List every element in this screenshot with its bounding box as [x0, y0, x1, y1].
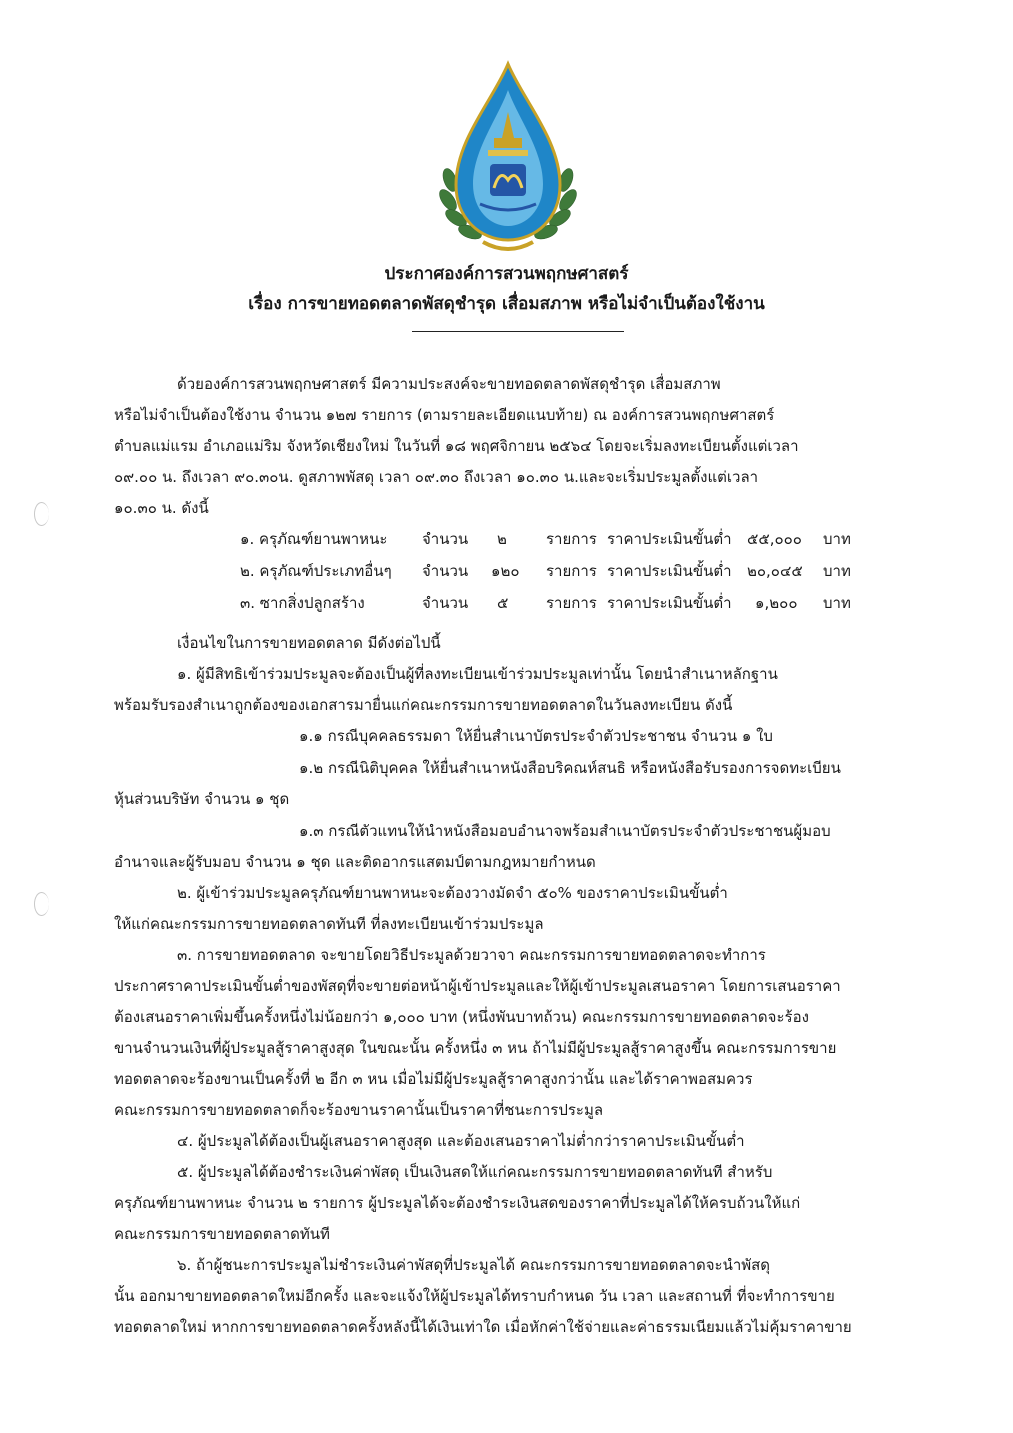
condition-line: พร้อมรับรองสำเนาถูกต้องของเอกสารมายื่นแก่คณะกรรมการขายทอดตลาดในวันลงทะเบียน ดังนี้ [114, 696, 733, 714]
condition-line: ให้แก่คณะกรรมการขายทอดตลาดทันที ที่ลงทะเบียนเข้าร่วมประมูล [114, 915, 544, 933]
item-price-label: ราคาประเมินขั้นต่ำ [607, 530, 732, 548]
condition-line: อำนาจและผู้รับมอบ จำนวน ๑ ชุด และติดอากรแสตมป์ตามกฎหมายกำหนด [114, 853, 596, 871]
condition-line: ๑.๒ กรณีนิติบุคคล ให้ยื่นสำเนาหนังสือบริคณห์สนธิ หรือหนังสือรับรองการจดทะเบียน [299, 759, 841, 777]
condition-line: ต้องเสนอราคาเพิ่มขึ้นครั้งหนึ่งไม่น้อยกว่า ๑,๐๐๐ บาท (หนึ่งพันบาทถ้วน) คณะกรรมการขายทอดตลาดจะร้อง [114, 1008, 809, 1026]
condition-line: คณะกรรมการขายทอดตลาดทันที [114, 1225, 330, 1243]
conditions-heading: เงื่อนไขในการขายทอดตลาด มีดังต่อไปนี้ [177, 634, 441, 652]
item-qty-label: จำนวน [422, 594, 469, 612]
condition-line: ๒. ผู้เข้าร่วมประมูลครุภัณฑ์ยานพาหนะจะต้องวางมัดจำ ๕๐% ของราคาประเมินขั้นต่ำ [177, 884, 728, 902]
item-price-label: ราคาประเมินขั้นต่ำ [607, 594, 732, 612]
condition-line: ๑.๑ กรณีบุคคลธรรมดา ให้ยื่นสำเนาบัตรประจำตัวประชาชน จำนวน ๑ ใบ [299, 727, 773, 745]
organization-emblem-logo [428, 60, 588, 260]
item-name: ๓. ซากสิ่งปลูกสร้าง [240, 594, 365, 612]
condition-line: ประกาศราคาประเมินขั้นต่ำของพัสดุที่จะขายต่อหน้าผู้เข้าประมูลและให้ผู้เข้าประมูลเสนอราคา โดยการเสนอราคา [114, 977, 841, 995]
punch-hole-mark [34, 892, 49, 916]
item-currency: บาท [823, 594, 851, 612]
condition-line: นั้น ออกมาขายทอดตลาดใหม่อีกครั้ง และจะแจ้งให้ผู้ประมูลได้ทราบกำหนด วัน เวลา และสถานที่ ที่จะทำการขาย [114, 1287, 835, 1305]
item-price: ๒๐,๐๔๕ [747, 562, 803, 580]
intro-line: หรือไม่จำเป็นต้องใช้งาน จำนวน ๑๒๗ รายการ (ตามรายละเอียดแนบท้าย) ณ องค์การสวนพฤกษศาสตร์ [114, 406, 775, 424]
item-qty: ๑๒๐ [491, 562, 520, 580]
item-unit: รายการ [546, 530, 597, 548]
item-unit: รายการ [546, 562, 597, 580]
condition-line: ทอดตลาดใหม่ หากการขายทอดตลาดครั้งหลังนี้ได้เงินเท่าใด เมื่อหักค่าใช้จ่ายและค่าธรรมเนียมแล้วไม่คุ้มราคาขาย [114, 1318, 852, 1336]
item-unit: รายการ [546, 594, 597, 612]
condition-line: ขานจำนวนเงินที่ผู้ประมูลสู้ราคาสูงสุด ในขณะนั้น ครั้งหนึ่ง ๓ หน ถ้าไม่มีผู้ประมูลสู้ราคาสูงขึ้น คณะกรรมการขาย [114, 1039, 837, 1057]
condition-line: คณะกรรมการขายทอดตลาดก็จะร้องขานราคานั้นเป็นราคาที่ชนะการประมูล [114, 1101, 604, 1119]
item-qty-label: จำนวน [422, 530, 469, 548]
announcement-subject: เรื่อง การขายทอดตลาดพัสดุชำรุด เสื่อมสภาพ หรือไม่จำเป็นต้องใช้งาน [248, 294, 765, 314]
item-qty: ๕ [497, 594, 509, 612]
punch-hole-mark [34, 502, 49, 526]
item-qty: ๒ [497, 530, 507, 548]
intro-line: ด้วยองค์การสวนพฤกษศาสตร์ มีความประสงค์จะขายทอดตลาดพัสดุชำรุด เสื่อมสภาพ [177, 375, 721, 393]
condition-line: ๕. ผู้ประมูลได้ต้องชำระเงินค่าพัสดุ เป็นเงินสดให้แก่คณะกรรมการขายทอดตลาดทันที สำหรับ [177, 1163, 773, 1181]
item-name: ๑. ครุภัณฑ์ยานพาหนะ [240, 530, 388, 548]
condition-line: หุ้นส่วนบริษัท จำนวน ๑ ชุด [114, 790, 290, 808]
condition-line: ๓. การขายทอดตลาด จะขายโดยวิธีประมูลด้วยวาจา คณะกรรมการขายทอดตลาดจะทำการ [177, 946, 766, 964]
condition-line: ๑.๓ กรณีตัวแทนให้นำหนังสือมอบอำนาจพร้อมสำเนาบัตรประจำตัวประชาชนผู้มอบ [299, 822, 831, 840]
item-price: ๕๕,๐๐๐ [747, 530, 802, 548]
item-qty-label: จำนวน [422, 562, 469, 580]
item-currency: บาท [823, 530, 851, 548]
item-price: ๑,๒๐๐ [755, 594, 798, 612]
item-name: ๒. ครุภัณฑ์ประเภทอื่นๆ [240, 562, 392, 580]
condition-line: ๔. ผู้ประมูลได้ต้องเป็นผู้เสนอราคาสูงสุด และต้องเสนอราคาไม่ต่ำกว่าราคาประเมินขั้นต่ำ [177, 1132, 745, 1150]
condition-line: ๑. ผู้มีสิทธิเข้าร่วมประมูลจะต้องเป็นผู้ที่ลงทะเบียนเข้าร่วมประมูลเท่านั้น โดยนำสำเนาหลักฐาน [177, 665, 778, 683]
item-currency: บาท [823, 562, 851, 580]
intro-line: ๐๙.๐๐ น. ถึงเวลา ๙๐.๓๐น. ดูสภาพพัสดุ เวลา ๐๙.๓๐ ถึงเวลา ๑๐.๓๐ น.และจะเริ่มประมูลตั้งแต่เวลา [114, 468, 759, 486]
intro-line: ๑๐.๓๐ น. ดังนี้ [114, 499, 209, 517]
item-price-label: ราคาประเมินขั้นต่ำ [607, 562, 732, 580]
announcement-title: ประกาศองค์การสวนพฤกษศาสตร์ [384, 264, 629, 284]
condition-line: ทอดตลาดจะร้องขานเป็นครั้งที่ ๒ อีก ๓ หน เมื่อไม่มีผู้ประมูลสู้ราคาสูงกว่านั้น และได้ราคาพอสมควร [114, 1070, 753, 1088]
intro-line: ตำบลแม่แรม อำเภอแม่ริม จังหวัดเชียงใหม่ ในวันที่ ๑๘ พฤศจิกายน ๒๕๖๔ โดยจะเริ่มลงทะเบียนตั้งแต่เวลา [114, 437, 799, 455]
condition-line: ครุภัณฑ์ยานพาหนะ จำนวน ๒ รายการ ผู้ประมูลได้จะต้องชำระเงินสดของราคาที่ประมูลได้ให้ครบถ้วนให้แก่ [114, 1194, 801, 1212]
title-underline [412, 331, 624, 332]
condition-line: ๖. ถ้าผู้ชนะการประมูลไม่ชำระเงินค่าพัสดุที่ประมูลได้ คณะกรรมการขายทอดตลาดจะนำพัสดุ [177, 1256, 771, 1274]
